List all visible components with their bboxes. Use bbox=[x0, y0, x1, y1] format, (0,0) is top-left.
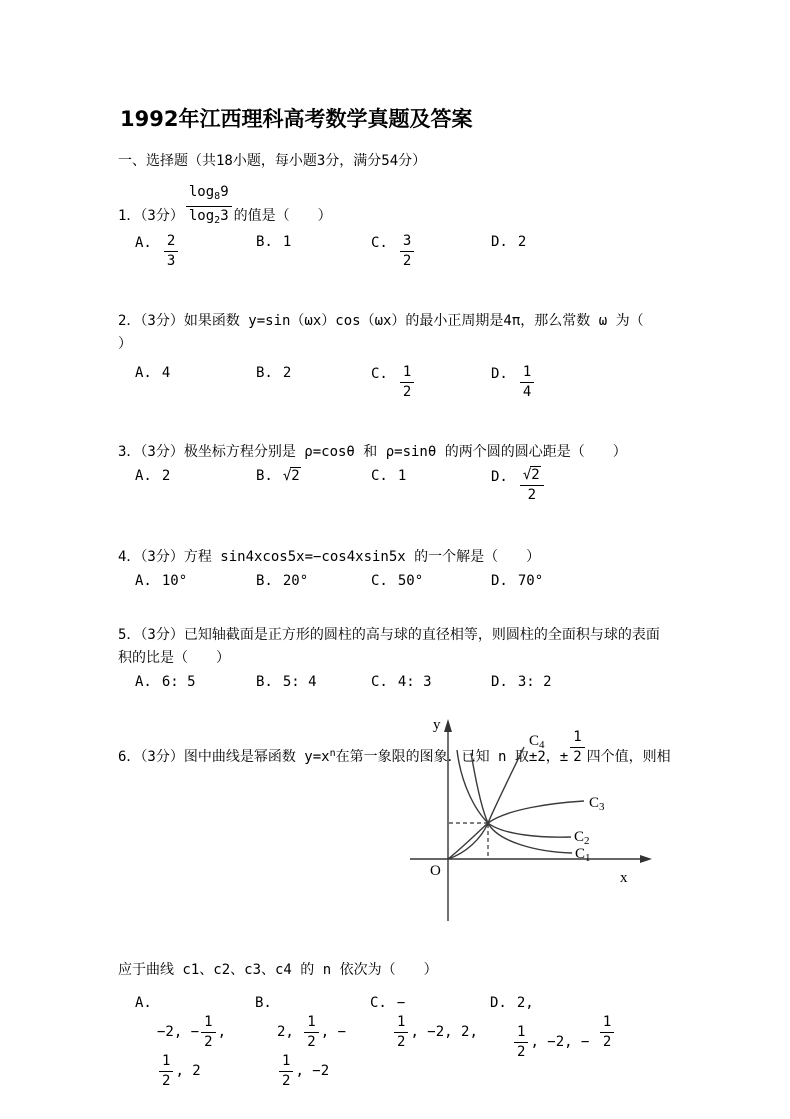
option-label: B. bbox=[256, 365, 273, 381]
option-text: 2, bbox=[277, 1024, 303, 1040]
option-value: 2 bbox=[517, 234, 527, 250]
option-a bbox=[135, 673, 256, 691]
question-1-number: 1．（3分） bbox=[118, 208, 184, 224]
option-d bbox=[491, 467, 672, 504]
option-c bbox=[371, 364, 491, 401]
stem-text: 在第一象限的图象．已知 n 取±2，± bbox=[335, 749, 569, 765]
option-label: C. bbox=[371, 573, 388, 589]
option-label: B. bbox=[256, 468, 273, 484]
sqrt-value: √2 bbox=[282, 468, 300, 484]
question-6-continuation: 应于曲线 c1、c2、c3、c4 的 n 依次为（ ） bbox=[118, 962, 438, 978]
exponent-n: n bbox=[329, 748, 336, 759]
sqrt-fraction: $\frac{√2}{2}$ bbox=[520, 467, 544, 504]
fraction: $\frac{1}{2}$ bbox=[159, 1053, 173, 1090]
log-base: 2 bbox=[214, 215, 221, 226]
fraction: $\frac{1}{2}$ bbox=[201, 1014, 215, 1051]
option-label: A. bbox=[135, 573, 152, 589]
fraction: $\frac{1}{4}$ bbox=[520, 364, 534, 401]
curve-c2 bbox=[457, 750, 571, 837]
question-4-options bbox=[135, 572, 672, 590]
question-5-stem bbox=[118, 624, 672, 670]
option-label: D. bbox=[490, 995, 507, 1011]
option-label: D. bbox=[491, 674, 508, 690]
fraction: $\frac{1}{2}$ bbox=[304, 1014, 318, 1051]
option-label: C. bbox=[371, 235, 388, 251]
question-3-options bbox=[135, 467, 672, 504]
option-text: , −2, − bbox=[530, 1034, 598, 1050]
curve-label-c3: $C_3$ bbox=[589, 795, 605, 813]
log-base: 8 bbox=[214, 191, 221, 202]
question-4-stem: 4．（3分）方程 sin4xcos5x=−cos4xsin5x 的一个解是（ ） bbox=[118, 549, 541, 565]
y-axis-label: y bbox=[433, 717, 441, 733]
question-5-options bbox=[135, 673, 672, 691]
option-d bbox=[491, 364, 672, 401]
fraction-numerator: $\log_89$ bbox=[186, 184, 232, 207]
option-value: 1 bbox=[282, 234, 292, 250]
option-d bbox=[490, 994, 672, 1090]
x-axis-label: x bbox=[620, 870, 628, 886]
option-text: , − bbox=[320, 1024, 347, 1040]
option-d bbox=[491, 673, 672, 691]
log-fraction bbox=[186, 184, 232, 229]
option-b bbox=[256, 572, 371, 590]
y-axis-arrow bbox=[444, 719, 452, 732]
stem-line-1: 5．（3分）已知轴截面是正方形的圆柱的高与球的直径相等，则圆柱的全面积与球的表面 bbox=[118, 627, 660, 643]
option-b bbox=[256, 233, 371, 270]
question-1-tail: 的值是（ ） bbox=[233, 208, 332, 224]
option-value: 70° bbox=[517, 573, 544, 589]
option-label: C. bbox=[371, 366, 388, 382]
option-c bbox=[371, 467, 491, 504]
question-1 bbox=[118, 184, 672, 270]
option-label: A. bbox=[135, 365, 152, 381]
option-value: 10° bbox=[161, 573, 188, 589]
option-text: − bbox=[396, 995, 406, 1011]
fraction: $\frac{1}{2}$ bbox=[394, 1014, 408, 1051]
option-label: D. bbox=[491, 366, 508, 382]
option-label: C. bbox=[371, 674, 388, 690]
option-label: A. bbox=[135, 674, 152, 690]
option-label: A. bbox=[135, 468, 152, 484]
option-label: B. bbox=[256, 573, 273, 589]
option-a bbox=[135, 467, 256, 504]
stem-line-2: 积的比是（ ） bbox=[118, 650, 230, 666]
question-1-options bbox=[135, 233, 672, 270]
curve-label-c1: $C_1$ bbox=[575, 846, 591, 864]
stem-text: 6．（3分）图中曲线是幂函数 y=x bbox=[118, 749, 330, 765]
fraction: $\frac{2}{3}$ bbox=[164, 233, 178, 270]
origin-label: O bbox=[430, 863, 441, 879]
curve-label-c2: $C_2$ bbox=[574, 829, 590, 847]
option-text: 2, bbox=[516, 995, 534, 1011]
x-axis-arrow bbox=[640, 855, 652, 863]
option-d bbox=[491, 572, 672, 590]
option-a bbox=[135, 364, 256, 401]
question-6-options bbox=[135, 994, 672, 1090]
option-a bbox=[135, 994, 255, 1090]
question-5 bbox=[118, 624, 672, 691]
option-text: , −2, 2, bbox=[410, 1024, 478, 1040]
option-label: A. bbox=[135, 235, 152, 251]
option-c bbox=[370, 994, 490, 1090]
option-b bbox=[256, 467, 371, 504]
option-c bbox=[371, 673, 491, 691]
option-label: D. bbox=[491, 573, 508, 589]
option-c bbox=[371, 572, 491, 590]
option-label: B. bbox=[256, 674, 273, 690]
option-label: C. bbox=[370, 995, 387, 1011]
power-graph bbox=[400, 706, 670, 925]
option-value: 2 bbox=[282, 365, 292, 381]
section-header: 一、选择题（共18小题，每小题3分，满分54分） bbox=[118, 153, 427, 169]
option-c bbox=[371, 233, 491, 270]
option-text: , 2 bbox=[175, 1063, 201, 1079]
option-b bbox=[256, 364, 371, 401]
curve-label-c4: $C_4$ bbox=[529, 733, 545, 751]
fraction-denominator: $\log_23$ bbox=[188, 208, 229, 226]
question-2-stem bbox=[118, 310, 672, 356]
question-2-options bbox=[135, 364, 672, 401]
stem-text: 四个值，则相 bbox=[586, 749, 671, 765]
stem-line-1: 2．（3分）如果函数 y=sin（ωx）cos（ωx）的最小正周期是4π，那么常数 ω 为（ bbox=[118, 313, 644, 329]
option-b bbox=[255, 994, 370, 1090]
option-value: 4 bbox=[161, 365, 171, 381]
option-a bbox=[135, 572, 256, 590]
fraction: $\frac{1}{2}$ bbox=[514, 1024, 528, 1061]
option-value: 4: 3 bbox=[397, 674, 432, 690]
option-label: C. bbox=[371, 468, 388, 484]
question-3 bbox=[118, 441, 672, 504]
option-value: 2 bbox=[161, 468, 171, 484]
option-text: , −2 bbox=[295, 1063, 330, 1079]
fraction: $\frac{1}{2}$ bbox=[279, 1053, 293, 1090]
option-value: 6: 5 bbox=[161, 674, 196, 690]
option-label: D. bbox=[491, 469, 508, 485]
fraction: $\frac{1}{2}$ bbox=[400, 364, 414, 401]
option-value: 5: 4 bbox=[282, 674, 317, 690]
option-value: 50° bbox=[397, 573, 424, 589]
option-a bbox=[135, 233, 256, 270]
option-label: D. bbox=[491, 234, 508, 250]
option-value: 1 bbox=[397, 468, 407, 484]
question-2 bbox=[118, 310, 672, 401]
option-label: B. bbox=[256, 234, 273, 250]
option-b bbox=[256, 673, 371, 691]
question-4 bbox=[118, 546, 672, 590]
page-title: 1992年江西理科高考数学真题及答案 bbox=[120, 107, 473, 131]
half-fraction: $\frac{1}{2}$ bbox=[570, 729, 584, 766]
fraction: $\frac{1}{2}$ bbox=[600, 1014, 614, 1051]
option-value: 3: 2 bbox=[517, 674, 552, 690]
stem-line-2: ） bbox=[118, 336, 132, 352]
question-1-stem bbox=[118, 184, 672, 229]
curve-c3 bbox=[448, 801, 584, 859]
fraction: $\frac{3}{2}$ bbox=[400, 233, 414, 270]
option-d bbox=[491, 233, 672, 270]
option-text: −2, − bbox=[157, 1024, 200, 1040]
option-text: , bbox=[217, 1024, 227, 1040]
option-label: B. bbox=[255, 995, 272, 1011]
option-label: A. bbox=[135, 995, 152, 1011]
question-3-stem: 3．（3分）极坐标方程分别是 ρ=cosθ 和 ρ=sinθ 的两个圆的圆心距是（ ） bbox=[118, 444, 627, 460]
option-value: 20° bbox=[282, 573, 309, 589]
